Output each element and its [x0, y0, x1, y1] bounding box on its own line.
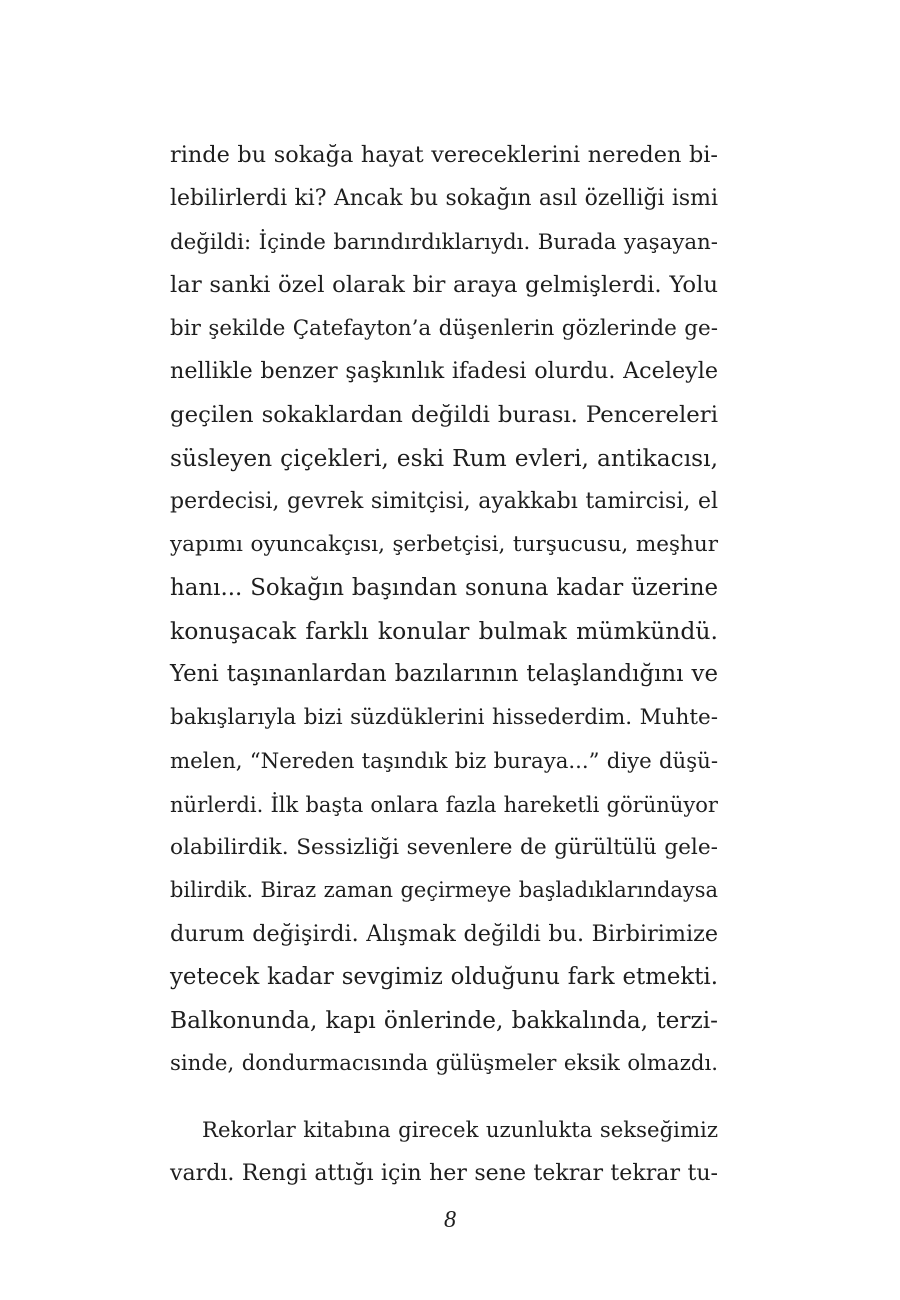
text-line: yapımı oyuncakçısı, şerbetçisi, turşucusu, meşhur	[170, 532, 718, 558]
text-line: sinde, dondurmacısında gülüşmeler eksik olmazdı.	[170, 1051, 718, 1077]
text-line: hanı... Sokağın başından sonuna kadar üzerine	[170, 574, 718, 601]
page-number: 8	[444, 1207, 456, 1233]
text-line: bilirdik. Biraz zaman geçirmeye başladıklarındaysa	[170, 878, 718, 903]
text-line: perdecisi, gevrek simitçisi, ayakkabı tamircisi, el	[170, 489, 718, 514]
text-line: yetecek kadar sevgimiz olduğunu fark etmekti.	[170, 963, 718, 990]
text-line: Yeni taşınanlardan bazılarının telaşlandığını ve	[170, 661, 718, 687]
paragraph-spacer	[170, 1086, 718, 1109]
text-line: süsleyen çiçekleri, eski Rum evleri, antikacısı,	[170, 444, 718, 472]
paragraph	[170, 1109, 718, 1196]
text-line: melen, “Nereden taşındık biz buraya...” diye düşü-	[170, 748, 718, 774]
body-text	[170, 134, 718, 1195]
text-line: durum değişirdi. Alışmak değildi bu. Birbirimize	[170, 920, 718, 947]
text-line: konuşacak farklı konular bulmak mümkündü.	[170, 616, 718, 645]
text-line: değildi: İçinde barındırdıklarıydı. Burada yaşayan-	[170, 229, 718, 255]
text-line: olabilirdik. Sessizliği sevenlere de gürültülü gele-	[170, 835, 718, 860]
text-line: nürlerdi. İlk başta onlara fazla hareketli görünüyor	[170, 791, 718, 817]
text-line: lebilirlerdi ki? Ancak bu sokağın asıl özelliği ismi	[170, 186, 718, 212]
text-line: geçilen sokaklardan değildi burası. Pencereleri	[170, 401, 718, 428]
paragraph	[170, 134, 718, 1086]
text-line: nellikle benzer şaşkınlık ifadesi olurdu. Aceleyle	[170, 358, 718, 385]
text-line: rinde bu sokağa hayat vereceklerini nereden bi-	[170, 142, 718, 168]
text-line: Balkonunda, kapı önlerinde, bakkalında, terzi-	[170, 1007, 718, 1034]
text-line: vardı. Rengi attığı için her sene tekrar tekrar tu-	[170, 1159, 718, 1186]
text-line: bir şekilde Çatefayton’a düşenlerin gözlerinde ge-	[170, 316, 718, 341]
text-line: Rekorlar kitabına girecek uzunlukta sekseğimiz	[202, 1117, 718, 1143]
text-line: bakışlarıyla bizi süzdüklerini hissederdim. Muhte-	[170, 705, 718, 731]
text-line: lar sanki özel olarak bir araya gelmişlerdi. Yolu	[170, 271, 718, 298]
